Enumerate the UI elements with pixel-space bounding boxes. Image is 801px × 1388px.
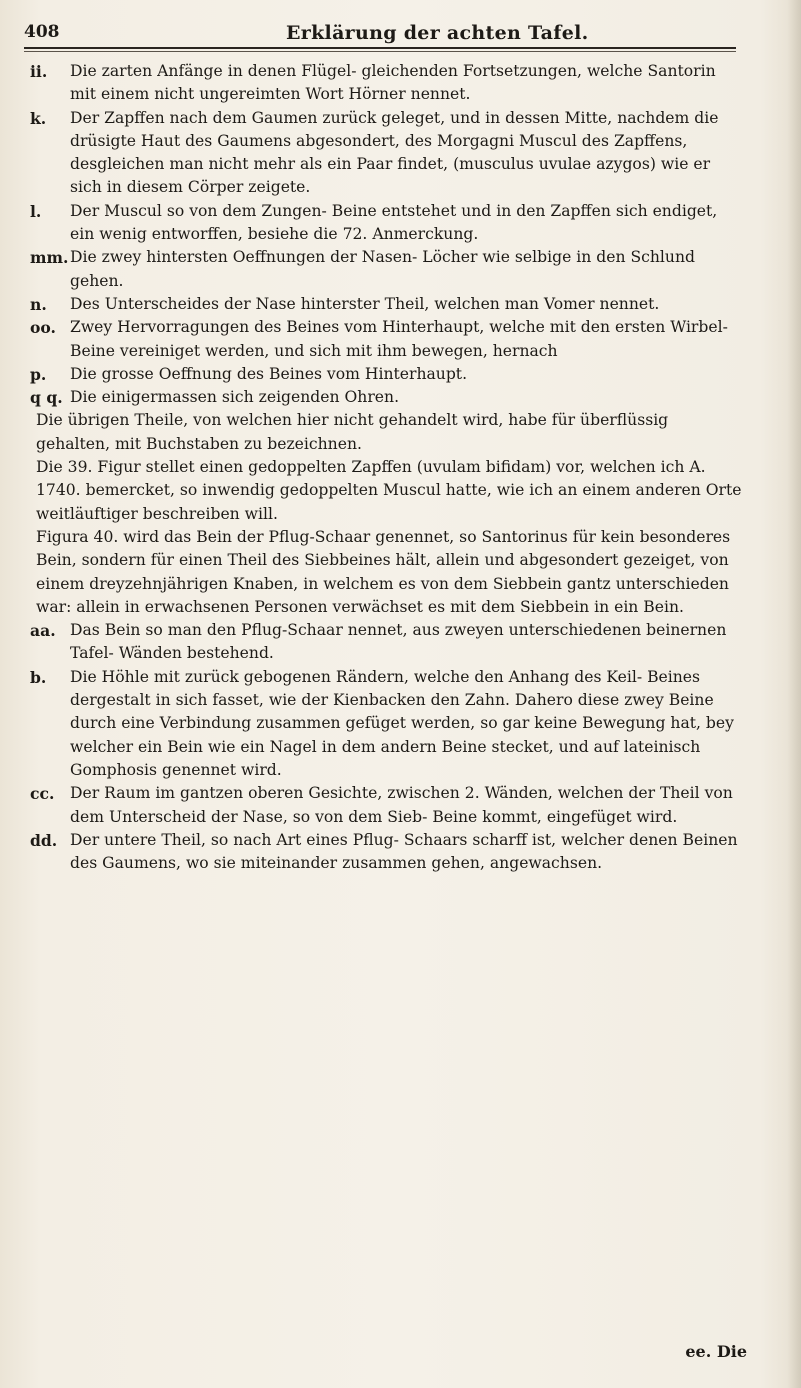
catchword: ee. Die [685, 1342, 747, 1361]
entry-label: n. [30, 294, 47, 314]
entry-text: Der untere Theil, so nach Art eines Pflug- Schaars scharff ist, welcher denen Beinen des Gaumens, wo sie miteinander zusammen gehen, angewachsen. [70, 830, 738, 873]
entry-text: Der Raum im gantzen oberen Gesichte, zwischen 2. Wänden, welchen der Theil von dem Unterscheid der Nase, so von dem Sieb- Beine kommt, eingefüget wird. [70, 784, 733, 826]
running-title: Erklärung der achten Tafel. [286, 22, 589, 44]
entry-label: b. [30, 667, 47, 687]
entry-label: oo. [30, 318, 56, 338]
entry-label: q q. [30, 388, 63, 408]
entry-text: Zwey Hervorragungen des Beines vom Hinterhaupt, welche mit den ersten Wirbel- Beine vereiniget werden, und sich mit ihm bewegen, hernach [70, 318, 728, 360]
entry-text: Die zarten Anfänge in denen Flügel- gleichenden Fortsetzungen, welche Santorin mit einem nicht ungereimten Wort Hörner nennet. [70, 62, 716, 104]
legend-entry [28, 619, 746, 666]
entry-text: Die 39. Figur stellet einen gedoppelten Zapffen (uvulam bifidam) vor, welchen ich A. 1740. bemercket, so inwendig gedoppelten Muscul hatte, wie ich an einem anderen Orte weitläuftiger beschreiben will. [36, 458, 742, 523]
entry-label: p. [30, 364, 47, 384]
entry-text: Figura 40. wird das Bein der Pflug-Schaar genennet, so Santorinus für kein besonderes Bein, sondern für einen Theil des Siebbeines hält, allein und abgesondert gezeiget, von einem dreyzehnjährigen Knaben, in welchem es von dem Siebbein gantz unterschieden war: allein in erwachsenen Personen verwächset es mit dem Siebbein in ein Bein. [36, 527, 731, 616]
legend-entry [28, 107, 746, 200]
entry-label: aa. [30, 621, 56, 641]
legend-entry [28, 316, 746, 363]
legend-entry [28, 456, 746, 526]
legend-entry [28, 200, 746, 247]
entry-text: Die einigermassen sich zeigenden Ohren. [70, 388, 400, 407]
legend-entry [28, 829, 746, 876]
entry-label: mm. [30, 248, 69, 268]
legend-entry [28, 246, 746, 293]
entry-label: l. [30, 201, 42, 221]
entry-label: cc. [30, 784, 55, 804]
entry-label: k. [30, 108, 47, 128]
header-rule [24, 47, 736, 49]
entry-text: Der Muscul so von dem Zungen- Beine entstehet und in den Zapffen sich endiget, ein wenig entworffen, besiehe die 72. Anmerckung. [70, 201, 718, 244]
entry-text: Der Zapffen nach dem Gaumen zurück geleget, und in dessen Mitte, nachdem die drüsigte Haut des Gaumens abgesondert, des Morgagni Muscul des Zapffens, desgleichen man nicht mehr als ein Paar findet, (musculus uvulae azygos) wie er sich in diesem Cörper zeigete. [70, 108, 719, 197]
entry-text: Das Bein so man den Pflug-Schaar nennet, aus zweyen unterschiedenen beinernen Tafel- Wänden bestehend. [70, 621, 727, 663]
legend-entry [28, 60, 746, 107]
entry-text: Des Unterscheides der Nase hinterster Theil, welchen man Vomer nennet. [70, 294, 660, 313]
header-rule-thin [24, 51, 736, 52]
legend-entry [28, 386, 746, 409]
page-number: 408 [24, 22, 60, 42]
legend-entry [28, 363, 746, 386]
entry-label: ii. [30, 62, 48, 81]
legend-entry [28, 293, 746, 316]
legend-entry [28, 666, 746, 782]
entry-text: Die grosse Oeffnung des Beines vom Hinterhaupt. [70, 364, 468, 383]
body-text [28, 60, 746, 875]
legend-entry [28, 409, 746, 456]
entry-label: dd. [30, 830, 58, 850]
entry-text: Die Höhle mit zurück gebogenen Rändern, welche den Anhang des Keil- Beines dergestalt in sich fasset, wie der Kienbacken den Zahn. Dahero diese zwey Beine durch eine Verbindung zusammen gefüget werden, so gar keine Bewegung hat, bey welcher ein Bein wie ein Nagel in dem andern Beine stecket, und auf lateinisch Gomphosis genennet wird. [70, 667, 734, 779]
legend-entry [28, 782, 746, 829]
page-edge-shadow [787, 0, 801, 1388]
entry-text: Die übrigen Theile, von welchen hier nicht gehandelt wird, habe für überflüssig gehalten, mit Buchstaben zu bezeichnen. [36, 411, 669, 453]
legend-entry [28, 526, 746, 619]
entry-text: Die zwey hintersten Oeffnungen der Nasen- Löcher wie selbige in den Schlund gehen. [70, 248, 695, 290]
